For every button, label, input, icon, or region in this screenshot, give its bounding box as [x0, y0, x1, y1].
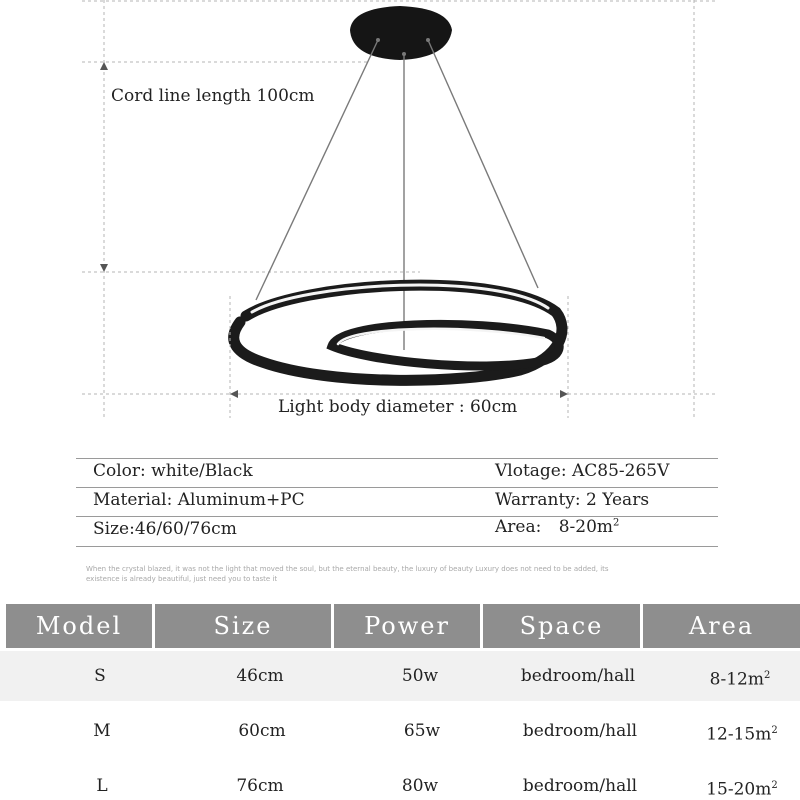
- spec-size: Size:46/60/76cm: [93, 519, 237, 539]
- cell-area-unit: 2: [771, 725, 778, 736]
- suspension-cord-right: [428, 40, 538, 288]
- spec-area-unit: 2: [613, 517, 620, 529]
- table-header-area: Area: [643, 604, 800, 648]
- spec-area-value: 8-20m: [558, 517, 614, 537]
- cell-power: 65w: [403, 721, 441, 741]
- cell-area: [682, 761, 800, 800]
- ceiling-canopy: [350, 6, 452, 60]
- table-header-size: Size: [155, 604, 331, 648]
- spec-area: [495, 517, 619, 537]
- table-header-model: Model: [6, 604, 152, 648]
- diameter-label: Light body diameter : 60cm: [278, 397, 518, 417]
- spec-voltage: Vlotage: AC85-265V: [495, 461, 670, 481]
- diameter-arrow-left: [230, 390, 238, 398]
- spec-area-label: Area:: [495, 517, 542, 537]
- table-header-space: Space: [483, 604, 640, 648]
- cell-area-value: 8-12m: [709, 669, 764, 690]
- cord-arrow-down: [100, 264, 108, 272]
- table-row: [0, 761, 800, 800]
- cell-space: bedroom/hall: [522, 721, 638, 741]
- spec-divider: [76, 487, 718, 488]
- cell-power: 80w: [401, 776, 439, 796]
- tagline-text: When the crystal blazed, it was not the light that moved the soul, but the eternal beauty, the luxury of beauty Luxury does not need to be added, its existence is already beautiful, just need you to taste it: [86, 565, 609, 583]
- cell-size: 76cm: [236, 776, 284, 796]
- cell-area: [682, 706, 800, 756]
- cell-size: 46cm: [236, 666, 284, 686]
- cell-model: M: [93, 721, 111, 741]
- cell-size: 60cm: [238, 721, 286, 741]
- spec-divider: [76, 516, 718, 517]
- cell-model: S: [94, 666, 106, 686]
- table-row: [0, 706, 800, 756]
- model-table: [0, 604, 800, 800]
- cell-space: bedroom/hall: [520, 666, 636, 686]
- suspension-cord-left: [256, 40, 378, 300]
- spiral-ring: [234, 285, 562, 380]
- cell-area: [680, 651, 800, 701]
- spec-material: Material: Aluminum+PC: [93, 490, 305, 510]
- cell-area-value: 15-20m: [706, 779, 772, 800]
- cell-model: L: [96, 776, 108, 796]
- diameter-arrow-right: [560, 390, 568, 398]
- spec-color: Color: white/Black: [93, 461, 253, 481]
- spec-divider: [76, 458, 718, 459]
- spec-divider: [76, 546, 718, 547]
- cell-area-unit: 2: [771, 780, 778, 791]
- spec-warranty: Warranty: 2 Years: [495, 490, 650, 510]
- cell-space: bedroom/hall: [522, 776, 638, 796]
- cord-arrow-up: [100, 62, 108, 70]
- table-header-power: Power: [334, 604, 480, 648]
- cell-power: 50w: [401, 666, 439, 686]
- table-row: [0, 651, 800, 701]
- cell-area-unit: 2: [763, 670, 771, 681]
- cord-length-label: Cord line length 100cm: [111, 86, 315, 106]
- cell-area-value: 12-15m: [706, 724, 772, 745]
